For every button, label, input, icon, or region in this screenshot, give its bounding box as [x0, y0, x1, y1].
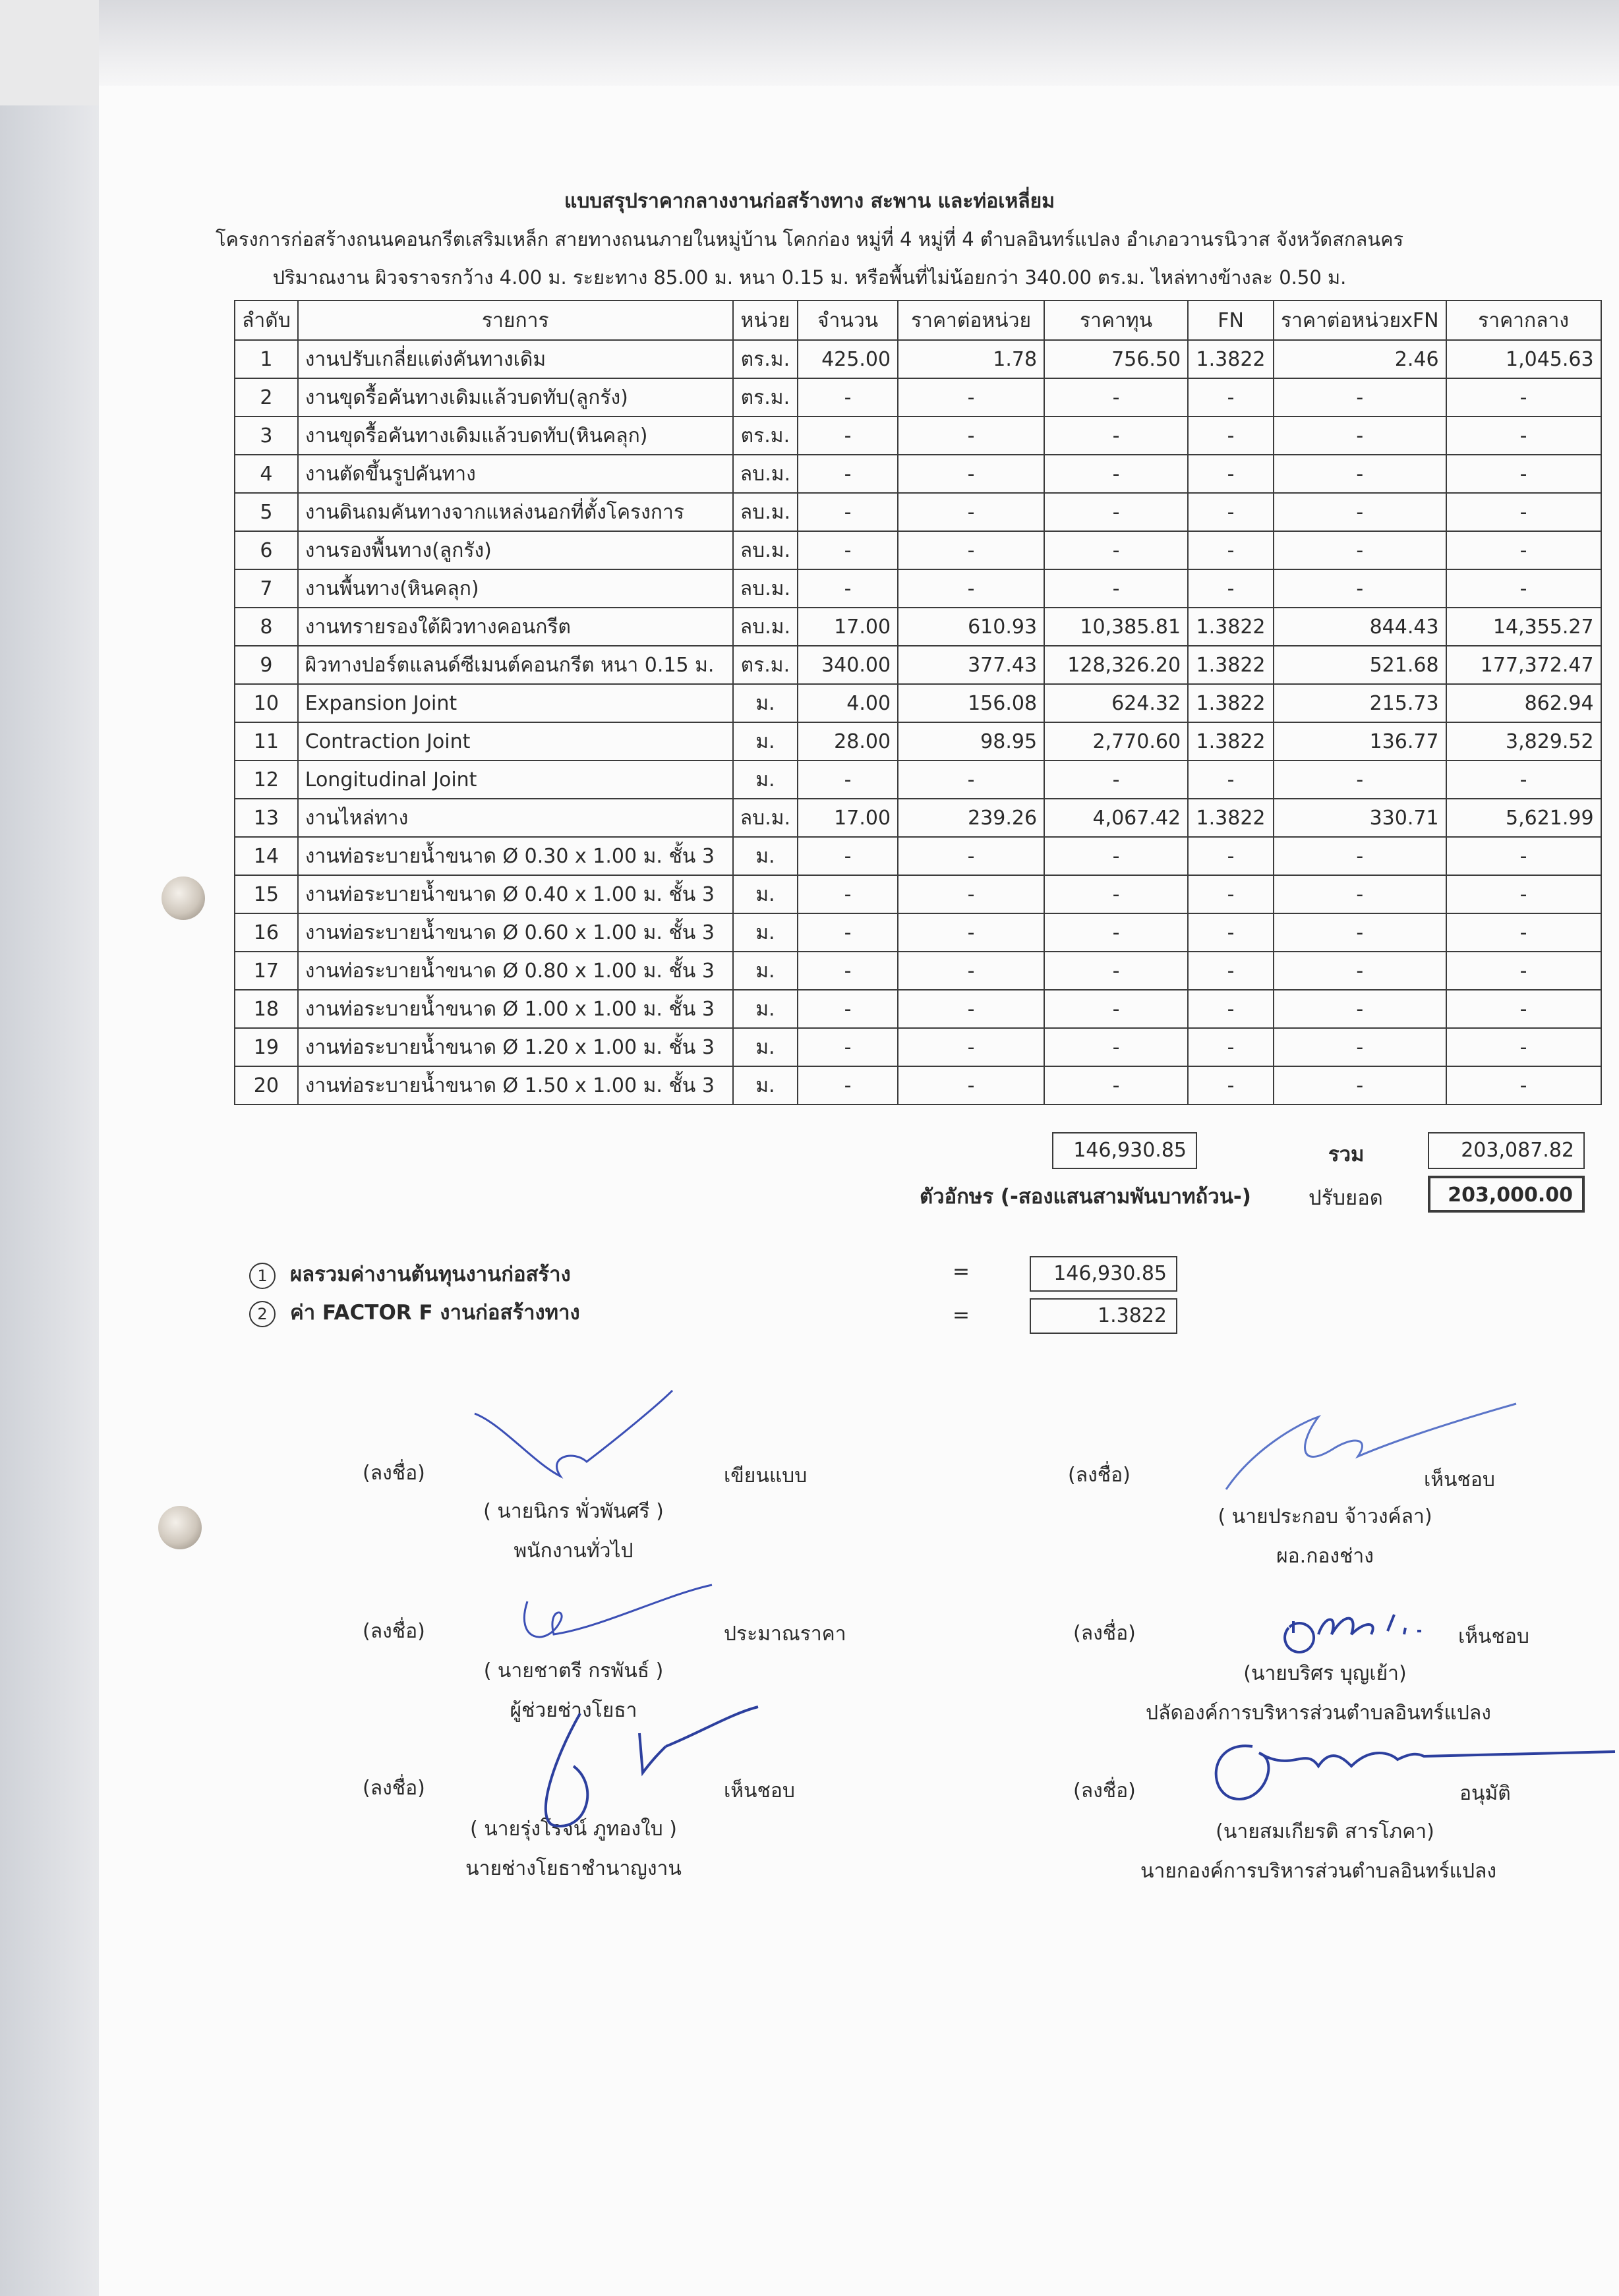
col-header-item: รายการ: [298, 301, 733, 340]
cell-median-price: -: [1446, 913, 1601, 952]
cell-unit: ตร.ม.: [733, 416, 798, 455]
cell-median-price: -: [1446, 1028, 1601, 1066]
quantity-description: ปริมาณงาน ผิวจราจรกว้าง 4.00 ม. ระยะทาง 85.00 ม. หนา 0.15 ม. หรือพื้นที่ไม่น้อยกว่า 340.00 ตร.ม. ไหล่ทางข้างละ 0.50 ม.: [272, 266, 1347, 289]
table-row: [235, 416, 1601, 455]
cell-median-price: 14,355.27: [1446, 608, 1601, 646]
cell-quantity: -: [798, 761, 898, 799]
col-header-unit: หน่วย: [733, 301, 798, 340]
cost-total-box: 146,930.85: [1052, 1132, 1197, 1169]
cell-quantity: -: [798, 990, 898, 1028]
cell-factor: 1.3822: [1188, 646, 1274, 684]
cell-cost: -: [1044, 875, 1188, 913]
cell-cost: -: [1044, 416, 1188, 455]
punch-hole-top: [162, 876, 205, 920]
cell-no: 20: [235, 1066, 298, 1105]
table-header-row: [235, 301, 1601, 340]
cell-factor: -: [1188, 1066, 1274, 1105]
cell-unit: ลบ.ม.: [733, 608, 798, 646]
table-row: [235, 493, 1601, 531]
cell-quantity: 17.00: [798, 799, 898, 837]
table-row: [235, 455, 1601, 493]
cell-no: 11: [235, 722, 298, 761]
sig4-name: (นายบริศร บุญเย้า): [1243, 1662, 1407, 1685]
cell-unit: ม.: [733, 761, 798, 799]
cell-cost: -: [1044, 569, 1188, 608]
cell-item: งานขุดรื้อคันทางเดิมแล้วบดทับ(หินคลุก): [298, 416, 733, 455]
cell-median-price: 1,045.63: [1446, 340, 1601, 378]
cell-item: งานขุดรื้อคันทางเดิมแล้วบดทับ(ลูกรัง): [298, 378, 733, 416]
table-body: [235, 340, 1601, 1105]
cell-unit: ม.: [733, 1066, 798, 1105]
underlying-page-edge: [0, 105, 99, 2296]
cell-no: 4: [235, 455, 298, 493]
sig5-name: ( นายรุ่งโรจน์ ภูทองใบ ): [470, 1818, 677, 1841]
cell-median-price: 3,829.52: [1446, 722, 1601, 761]
cell-cost: -: [1044, 493, 1188, 531]
cell-unit: ลบ.ม.: [733, 531, 798, 569]
cell-unit-price-factor: -: [1274, 952, 1446, 990]
cell-median-price: 862.94: [1446, 684, 1601, 722]
cell-unit-price: -: [898, 378, 1044, 416]
col-header-cost: ราคาทุน: [1044, 301, 1188, 340]
cell-factor: -: [1188, 1028, 1274, 1066]
cell-unit-price: 156.08: [898, 684, 1044, 722]
cell-cost: -: [1044, 378, 1188, 416]
cell-quantity: 28.00: [798, 722, 898, 761]
cell-unit-price: -: [898, 493, 1044, 531]
cell-cost: -: [1044, 913, 1188, 952]
cell-item: งานพื้นทาง(หินคลุก): [298, 569, 733, 608]
cell-unit-price-factor: 844.43: [1274, 608, 1446, 646]
cell-unit-price-factor: -: [1274, 761, 1446, 799]
summary-label-2: ค่า FACTOR F งานก่อสร้างทาง: [290, 1301, 580, 1325]
sig3-name: ( นายชาตรี กรพันธ์ ): [483, 1659, 664, 1682]
cell-quantity: -: [798, 416, 898, 455]
cell-item: ผิวทางปอร์ตแลนด์ซีเมนต์คอนกรีต หนา 0.15 ม.: [298, 646, 733, 684]
cell-factor: 1.3822: [1188, 799, 1274, 837]
cell-quantity: -: [798, 913, 898, 952]
cell-no: 14: [235, 837, 298, 875]
table-row: [235, 378, 1601, 416]
cell-median-price: -: [1446, 531, 1601, 569]
cell-unit-price: -: [898, 1028, 1044, 1066]
rounded-label: ปรับยอด: [1309, 1186, 1383, 1210]
cell-factor: 1.3822: [1188, 722, 1274, 761]
cell-unit-price: 98.95: [898, 722, 1044, 761]
cell-unit: ม.: [733, 684, 798, 722]
cell-factor: -: [1188, 416, 1274, 455]
cell-no: 6: [235, 531, 298, 569]
cell-unit-price: 610.93: [898, 608, 1044, 646]
cell-unit-price: -: [898, 1066, 1044, 1105]
cell-factor: -: [1188, 761, 1274, 799]
table-row: [235, 837, 1601, 875]
sig5-position: นายช่างโยธาชำนาญงาน: [465, 1857, 682, 1880]
cell-unit-price: -: [898, 837, 1044, 875]
cell-unit: ตร.ม.: [733, 378, 798, 416]
cell-quantity: -: [798, 875, 898, 913]
cell-item: งานท่อระบายน้ำขนาด Ø 1.50 x 1.00 ม. ชั้น 3: [298, 1066, 733, 1105]
cell-median-price: -: [1446, 761, 1601, 799]
col-header-unit-price-factor: ราคาต่อหน่วยxFN: [1274, 301, 1446, 340]
cell-item: งานตัดขึ้นรูปคันทาง: [298, 455, 733, 493]
cell-no: 8: [235, 608, 298, 646]
cell-unit: ลบ.ม.: [733, 493, 798, 531]
cell-unit: ลบ.ม.: [733, 569, 798, 608]
cell-item: งานทรายรองใต้ผิวทางคอนกรีต: [298, 608, 733, 646]
cell-item: งานท่อระบายน้ำขนาด Ø 0.80 x 1.00 ม. ชั้น 3: [298, 952, 733, 990]
cell-no: 5: [235, 493, 298, 531]
cell-quantity: -: [798, 952, 898, 990]
paper-fold-shadow: [99, 0, 1619, 99]
sig3-role: ประมาณราคา: [724, 1622, 846, 1646]
cell-median-price: 177,372.47: [1446, 646, 1601, 684]
cell-cost: -: [1044, 952, 1188, 990]
cell-unit-price-factor: 2.46: [1274, 340, 1446, 378]
cell-unit-price: -: [898, 761, 1044, 799]
sig6-prefix: (ลงชื่อ): [1073, 1779, 1136, 1802]
cell-median-price: -: [1446, 1066, 1601, 1105]
sig4-position: ปลัดองค์การบริหารส่วนตำบลอินทร์แปลง: [1146, 1702, 1491, 1725]
sum-value-box: 203,087.82: [1428, 1132, 1585, 1169]
summary-line-1: [249, 1257, 571, 1290]
cell-unit: ม.: [733, 722, 798, 761]
sig1-position: พนักงานทั่วไป: [514, 1539, 633, 1563]
summary-number-1: 1: [249, 1263, 276, 1289]
cell-factor: -: [1188, 493, 1274, 531]
cell-median-price: -: [1446, 455, 1601, 493]
signature-mark-3: [508, 1582, 719, 1654]
table-row: [235, 646, 1601, 684]
sig2-prefix: (ลงชื่อ): [1068, 1464, 1131, 1487]
amount-in-words: ตัวอักษร (-สองแสนสามพันบาทถ้วน-): [920, 1185, 1251, 1209]
cell-quantity: -: [798, 1066, 898, 1105]
sig5-prefix: (ลงชื่อ): [363, 1777, 425, 1800]
cell-unit-price-factor: 136.77: [1274, 722, 1446, 761]
summary-value-1: 146,930.85: [1030, 1256, 1177, 1292]
sig6-position: นายกองค์การบริหารส่วนตำบลอินทร์แปลง: [1140, 1860, 1497, 1883]
cell-unit: ตร.ม.: [733, 646, 798, 684]
cell-quantity: -: [798, 455, 898, 493]
cell-quantity: 425.00: [798, 340, 898, 378]
table-row: [235, 990, 1601, 1028]
summary-value-2: 1.3822: [1030, 1298, 1177, 1334]
cell-cost: -: [1044, 455, 1188, 493]
cell-quantity: 340.00: [798, 646, 898, 684]
cell-quantity: 4.00: [798, 684, 898, 722]
signature-mark-2: [1220, 1397, 1523, 1496]
cell-median-price: -: [1446, 378, 1601, 416]
cell-cost: 10,385.81: [1044, 608, 1188, 646]
cell-quantity: -: [798, 569, 898, 608]
signature-mark-4: [1266, 1608, 1477, 1648]
cell-item: งานไหล่ทาง: [298, 799, 733, 837]
col-header-median-price: ราคากลาง: [1446, 301, 1601, 340]
cell-cost: 756.50: [1044, 340, 1188, 378]
cell-factor: -: [1188, 569, 1274, 608]
cell-unit-price: -: [898, 531, 1044, 569]
cell-no: 10: [235, 684, 298, 722]
cell-quantity: 17.00: [798, 608, 898, 646]
cell-unit-price: -: [898, 952, 1044, 990]
sig2-position: ผอ.กองช่าง: [1276, 1545, 1374, 1568]
cell-factor: -: [1188, 455, 1274, 493]
cell-unit-price-factor: -: [1274, 875, 1446, 913]
signature-mark-1: [461, 1384, 679, 1483]
cell-cost: 2,770.60: [1044, 722, 1188, 761]
cell-factor: 1.3822: [1188, 684, 1274, 722]
cell-item: งานท่อระบายน้ำขนาด Ø 1.20 x 1.00 ม. ชั้น 3: [298, 1028, 733, 1066]
cell-cost: -: [1044, 761, 1188, 799]
cell-no: 15: [235, 875, 298, 913]
cell-no: 2: [235, 378, 298, 416]
sig6-role: อนุมัติ: [1459, 1782, 1511, 1805]
cell-unit-price: 239.26: [898, 799, 1044, 837]
cell-item: งานท่อระบายน้ำขนาด Ø 0.40 x 1.00 ม. ชั้น 3: [298, 875, 733, 913]
cell-item: งานท่อระบายน้ำขนาด Ø 0.30 x 1.00 ม. ชั้น 3: [298, 837, 733, 875]
cell-no: 17: [235, 952, 298, 990]
col-header-unit-price: ราคาต่อหน่วย: [898, 301, 1044, 340]
cell-factor: -: [1188, 990, 1274, 1028]
cell-item: งานรองพื้นทาง(ลูกรัง): [298, 531, 733, 569]
punch-hole-bottom: [158, 1506, 202, 1549]
cell-median-price: -: [1446, 990, 1601, 1028]
cell-no: 3: [235, 416, 298, 455]
sig2-role: เห็นชอบ: [1424, 1468, 1495, 1491]
cell-cost: -: [1044, 531, 1188, 569]
cell-unit-price: 377.43: [898, 646, 1044, 684]
table-row: [235, 1028, 1601, 1066]
cell-item: Expansion Joint: [298, 684, 733, 722]
cell-unit-price: -: [898, 455, 1044, 493]
table-row: [235, 684, 1601, 722]
sum-label: รวม: [1328, 1143, 1365, 1166]
cell-unit-price-factor: -: [1274, 913, 1446, 952]
summary-equals-1: =: [953, 1260, 970, 1284]
cell-quantity: -: [798, 837, 898, 875]
cell-median-price: -: [1446, 493, 1601, 531]
table-row: [235, 952, 1601, 990]
cost-table: [234, 300, 1602, 1105]
sig3-position: ผู้ช่วยช่างโยธา: [510, 1699, 637, 1722]
cell-median-price: -: [1446, 416, 1601, 455]
cell-no: 13: [235, 799, 298, 837]
cell-unit-price-factor: -: [1274, 569, 1446, 608]
cell-unit-price-factor: -: [1274, 990, 1446, 1028]
cell-factor: -: [1188, 875, 1274, 913]
sig4-prefix: (ลงชื่อ): [1073, 1622, 1136, 1645]
project-description: โครงการก่อสร้างถนนคอนกรีตเสริมเหล็ก สายทางถนนภายในหมู่บ้าน โคกก่อง หมู่ที่ 4 หมู่ที่ 4 ตำบลอินทร์แปลง อำเภอวานรนิวาส จังหวัดสกลนคร: [215, 228, 1404, 250]
cell-unit-price-factor: -: [1274, 837, 1446, 875]
cell-no: 1: [235, 340, 298, 378]
cell-cost: 4,067.42: [1044, 799, 1188, 837]
summary-line-2: [249, 1296, 580, 1329]
table-row: [235, 875, 1601, 913]
table-row: [235, 1066, 1601, 1105]
summary-equals-2: =: [953, 1304, 970, 1327]
cell-no: 18: [235, 990, 298, 1028]
cell-unit: ม.: [733, 913, 798, 952]
cell-item: งานท่อระบายน้ำขนาด Ø 0.60 x 1.00 ม. ชั้น 3: [298, 913, 733, 952]
cell-cost: -: [1044, 1028, 1188, 1066]
sig1-name: ( นายนิกร พั่วพันศรี ): [483, 1500, 664, 1523]
rounded-value-box: 203,000.00: [1428, 1176, 1585, 1213]
col-header-no: ลำดับ: [235, 301, 298, 340]
table-row: [235, 569, 1601, 608]
cell-factor: -: [1188, 913, 1274, 952]
cell-item: งานปรับเกลี่ยแต่งคันทางเดิม: [298, 340, 733, 378]
sig1-role: เขียนแบบ: [724, 1464, 808, 1487]
cell-unit-price-factor: 330.71: [1274, 799, 1446, 837]
cell-quantity: -: [798, 378, 898, 416]
sig2-name: ( นายประกอบ จ้าวงค์ลา): [1218, 1505, 1432, 1528]
cell-median-price: -: [1446, 569, 1601, 608]
cell-unit: ม.: [733, 990, 798, 1028]
cell-median-price: -: [1446, 875, 1601, 913]
cell-unit-price-factor: -: [1274, 493, 1446, 531]
cell-no: 16: [235, 913, 298, 952]
cell-unit: ตร.ม.: [733, 340, 798, 378]
cell-median-price: -: [1446, 837, 1601, 875]
summary-label-1: ผลรวมค่างานต้นทุนงานก่อสร้าง: [290, 1263, 571, 1286]
sig3-prefix: (ลงชื่อ): [363, 1620, 425, 1643]
cell-factor: -: [1188, 531, 1274, 569]
cell-unit-price: -: [898, 990, 1044, 1028]
cell-unit: ม.: [733, 952, 798, 990]
table-row: [235, 722, 1601, 761]
cell-factor: -: [1188, 952, 1274, 990]
cell-unit: ม.: [733, 1028, 798, 1066]
table-row: [235, 608, 1601, 646]
cell-factor: -: [1188, 837, 1274, 875]
table-row: [235, 761, 1601, 799]
table-row: [235, 913, 1601, 952]
cell-quantity: -: [798, 1028, 898, 1066]
cell-cost: -: [1044, 1066, 1188, 1105]
cell-item: งานท่อระบายน้ำขนาด Ø 1.00 x 1.00 ม. ชั้น 3: [298, 990, 733, 1028]
cell-cost: -: [1044, 990, 1188, 1028]
cell-unit-price-factor: 215.73: [1274, 684, 1446, 722]
cell-factor: 1.3822: [1188, 340, 1274, 378]
cell-no: 9: [235, 646, 298, 684]
cell-median-price: 5,621.99: [1446, 799, 1601, 837]
sig5-role: เห็นชอบ: [724, 1779, 795, 1802]
cell-no: 7: [235, 569, 298, 608]
cell-unit-price: 1.78: [898, 340, 1044, 378]
cell-unit-price: -: [898, 569, 1044, 608]
table-row: [235, 799, 1601, 837]
cell-unit-price-factor: -: [1274, 455, 1446, 493]
cell-unit-price-factor: -: [1274, 1066, 1446, 1105]
cell-cost: -: [1044, 837, 1188, 875]
cell-median-price: -: [1446, 952, 1601, 990]
cell-unit-price: -: [898, 875, 1044, 913]
signature-mark-6: [1200, 1733, 1619, 1812]
document-title: แบบสรุปราคากลางงานก่อสร้างทาง สะพาน และท่อเหลี่ยม: [564, 190, 1055, 213]
cell-unit-price-factor: -: [1274, 416, 1446, 455]
sig1-prefix: (ลงชื่อ): [363, 1462, 425, 1485]
col-header-quantity: จำนวน: [798, 301, 898, 340]
cell-unit: ม.: [733, 837, 798, 875]
cell-quantity: -: [798, 493, 898, 531]
summary-number-2: 2: [249, 1301, 276, 1327]
cell-unit-price-factor: 521.68: [1274, 646, 1446, 684]
cell-unit-price: -: [898, 913, 1044, 952]
cell-no: 19: [235, 1028, 298, 1066]
cell-item: งานดินถมคันทางจากแหล่งนอกที่ตั้งโครงการ: [298, 493, 733, 531]
cell-item: Longitudinal Joint: [298, 761, 733, 799]
cell-cost: 128,326.20: [1044, 646, 1188, 684]
cell-item: Contraction Joint: [298, 722, 733, 761]
cell-no: 12: [235, 761, 298, 799]
cell-factor: -: [1188, 378, 1274, 416]
sig6-name: (นายสมเกียรติ สารโภคา): [1216, 1820, 1434, 1843]
cell-unit-price-factor: -: [1274, 378, 1446, 416]
sig4-role: เห็นชอบ: [1458, 1625, 1529, 1648]
cell-unit: ลบ.ม.: [733, 799, 798, 837]
cell-cost: 624.32: [1044, 684, 1188, 722]
cell-unit-price-factor: -: [1274, 1028, 1446, 1066]
col-header-factor: FN: [1188, 301, 1274, 340]
table-row: [235, 340, 1601, 378]
cell-unit: ลบ.ม.: [733, 455, 798, 493]
signature-mark-5: [514, 1707, 765, 1839]
table-row: [235, 531, 1601, 569]
cell-unit-price: -: [898, 416, 1044, 455]
cell-quantity: -: [798, 531, 898, 569]
cell-unit: ม.: [733, 875, 798, 913]
cell-unit-price-factor: -: [1274, 531, 1446, 569]
cell-factor: 1.3822: [1188, 608, 1274, 646]
